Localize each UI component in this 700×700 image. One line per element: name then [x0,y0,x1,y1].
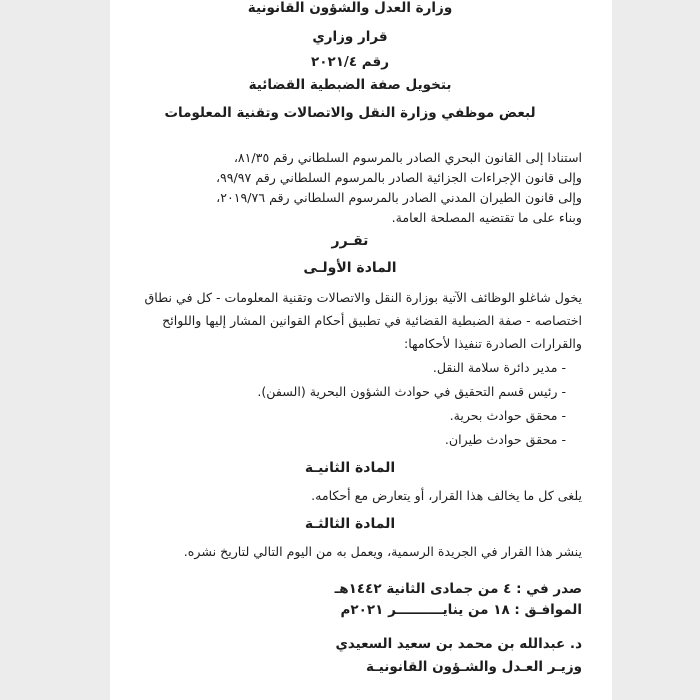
list-item: - محقق حوادث بحرية. [449,408,566,423]
article-1-text: اختصاصه - صفة الضبطية القضائية في تطبيق أحكام القوانين المشار إليها واللوائح [162,313,582,328]
decision-number: رقم ٢٠٢١/٤ [310,54,390,70]
preamble-line: وإلى قانون الطيران المدني الصادر بالمرسوم السلطاني رقم ٢٠١٩/٧٦، [216,190,582,205]
signatory-name: د. عبدالله بن محمد بن سعيد السعيدي [335,636,582,652]
article-3-title: المادة الثالثـة [304,516,396,532]
article-1-text: والقرارات الصادرة تنفيذا لأحكامها: [403,336,582,351]
preamble-line: وبناء على ما تقتضيه المصلحة العامة. [391,210,582,225]
preamble-line: استنادا إلى القانون البحري الصادر بالمرسوم السلطاني رقم ٨١/٣٥، [233,150,582,165]
issued-date-gregorian: الموافـق : ١٨ من ينايــــــــــر ٢٠٢١م [340,602,582,618]
article-1-title: المادة الأولـى [303,260,397,276]
article-1-text: يخول شاغلو الوظائف الآتية بوزارة النقل والاتصالات وتقنية المعلومات - كل في نطاق [144,290,582,305]
signatory-title: وزيـر العـدل والشـؤون القانونيـة [366,659,582,675]
list-item: - مدير دائرة سلامة النقل. [432,360,566,375]
issued-date-hijri: صدر في : ٤ من جمادى الثانية ١٤٤٢هـ [334,581,582,597]
article-3-text: ينشر هذا القرار في الجريدة الرسمية، ويعمل به من اليوم التالي لتاريخ نشره. [183,544,582,559]
article-2-title: المادة الثانيـة [304,460,396,476]
decision-type: قرار وزاري [312,29,388,45]
list-item: - محقق حوادث طيران. [444,432,566,447]
subject-line-2: لبعض موظفي وزارة النقل والاتصالات وتقنية المعلومات [164,105,536,121]
preamble-line: وإلى قانون الإجراءات الجزائية الصادر بالمرسوم السلطاني رقم ٩٩/٩٧، [215,170,582,185]
ministry-header: وزارة العدل والشؤون القانونية [247,0,453,16]
article-2-text: يلغى كل ما يخالف هذا القرار، أو يتعارض مع أحكامه. [311,488,582,503]
list-item: - رئيس قسم التحقيق في حوادث الشؤون البحرية (السفن). [257,384,566,399]
decides-heading: تقـرر [331,233,369,249]
subject-line-1: بتخويل صفة الضبطية القضائية [248,77,452,93]
